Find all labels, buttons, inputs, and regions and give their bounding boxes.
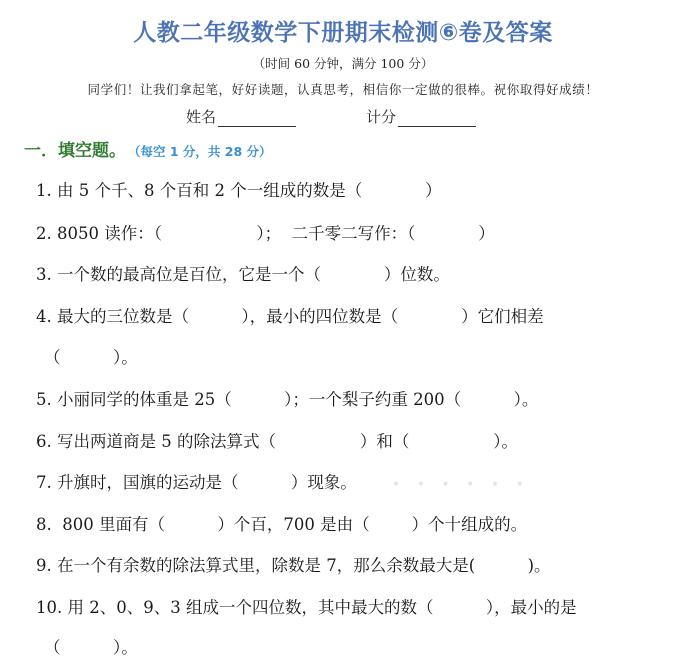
score-label: 计分 xyxy=(366,108,397,126)
exam-time-info: （时间 60 分钟，满分 100 分） xyxy=(252,56,434,71)
score-blank[interactable] xyxy=(398,110,476,127)
name-blank[interactable] xyxy=(218,110,296,127)
page-title: 人教二年级数学下册期末检测⑥卷及答案 xyxy=(133,20,553,46)
question-3: 3. 一个数的最高位是百位，它是一个（ ）位数。 xyxy=(36,265,450,284)
question-5: 5. 小丽同学的体重是 25（ ）；一个梨子约重 200（ ）。 xyxy=(36,390,539,409)
question-4-continued: （ ）。 xyxy=(44,348,138,367)
question-8: 8. 800 里面有（ ）个百，700 是由（ ）个十组成的。 xyxy=(36,515,528,534)
question-2: 2. 8050 读作：（ ）； 二千零二写作：（ ） xyxy=(36,224,495,243)
section-points-note: （每空 1 分，共 28 分） xyxy=(128,144,272,159)
faint-watermark: • • • • • • xyxy=(392,477,530,493)
question-9: 9. 在一个有余数的除法算式里，除数是 7，那么余数最大是( )。 xyxy=(36,556,551,575)
question-10-continued: （ ）。 xyxy=(44,638,138,657)
question-7: 7. 升旗时，国旗的运动是（ ）现象。 xyxy=(36,473,357,492)
question-1: 1. 由 5 个千、8 个百和 2 个一组成的数是（ ） xyxy=(36,181,442,200)
section-title: 一．填空题。 xyxy=(24,141,126,161)
greeting-text: 同学们！让我们拿起笔，好好读题，认真思考，相信你一定做的很棒。祝你取得好成绩！ xyxy=(87,82,599,97)
question-10: 10. 用 2、0、9、3 组成一个四位数，其中最大的数（ ），最小的是 xyxy=(36,598,577,617)
name-field xyxy=(186,106,296,127)
question-6: 6. 写出两道商是 5 的除法算式（ ）和（ ）。 xyxy=(36,432,519,451)
score-field xyxy=(366,106,476,127)
student-info xyxy=(186,106,476,127)
name-label: 姓名 xyxy=(186,108,217,126)
section-heading xyxy=(24,136,272,161)
question-4: 4. 最大的三位数是（ ），最小的四位数是（ ）它们相差 xyxy=(36,307,544,326)
